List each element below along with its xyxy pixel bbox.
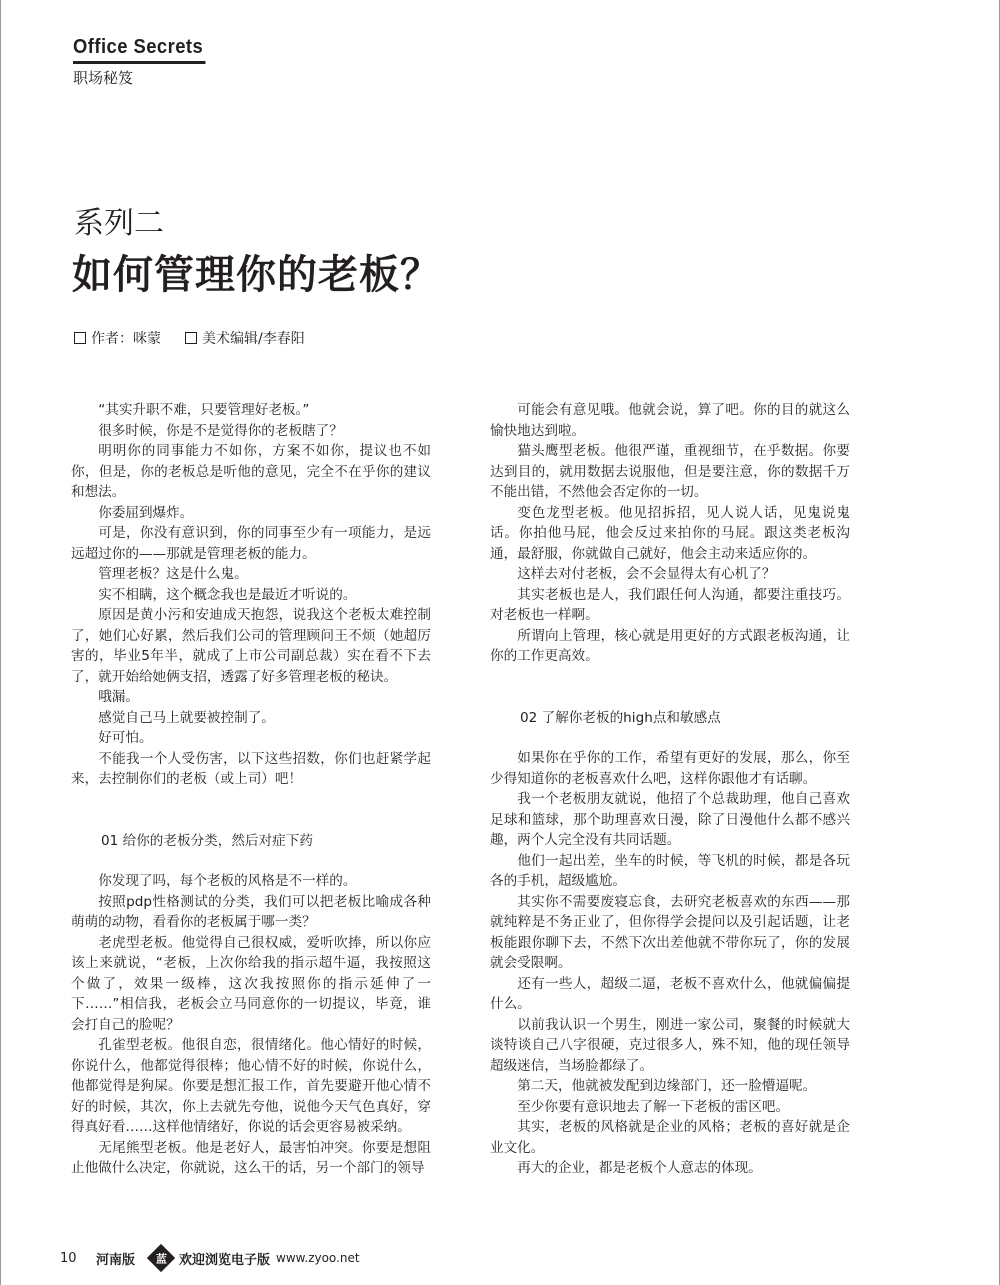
paragraph: 你发现了吗，每个老板的风格是不一样的。 (98, 873, 357, 889)
paragraph: 按照pdp性格测试的分类，我们可以把老板比喻成各种萌萌的动物，看看你的老板属于哪一类？ (71, 893, 431, 930)
paragraph: 不能我一个人受伤害，以下这些招数，你们也赶紧学起来，去控制你们的老板（或上司）吧！ (71, 750, 431, 787)
paragraph: 可能会有意见哦。他就会说，算了吧。你的目的就这么愉快地达到啦。 (490, 402, 850, 439)
paragraph: 再大的企业，都是老板个人意志的体现。 (517, 1160, 762, 1176)
paragraph: 第二天，他就被发配到边缘部门，还一脸懵逼呢。 (517, 1078, 817, 1094)
paragraph: 实不相瞒，这个概念我也是最近才听说的。 (98, 586, 357, 603)
paragraph: 我一个老板朋友就说，他招了个总裁助理，他自己喜欢足球和篮球，那个助理喜欢日漫，除了日漫他什么都不感兴趣，两个人完全没有共同话题。 (490, 791, 850, 848)
square-bullet-icon (74, 332, 86, 344)
website-url[interactable]: www.zyoo.net (276, 1251, 360, 1265)
paragraph: 孔雀型老板。他很自恋，很情绪化。他心情好的时候，你说什么，他都觉得很棒；他心情不好的时候，你说什么，他都觉得是狗屎。你要是想汇报工作，首先要避开他心情不好的时候，其次，你上去就先夸他，说他今天气色真好，穿得真好看……这样他情绪好，你说的话会更容易被采纳。 (71, 1037, 431, 1135)
editor-credit: 美术编辑/李春阳 (202, 331, 305, 347)
paragraph: 至少你要有意识地去了解一下老板的雷区吧。 (517, 1098, 790, 1115)
section-header (73, 36, 217, 88)
paragraph: 这样去对付老板，会不会显得太有心机了？ (517, 566, 776, 582)
series-label: 系列二 (74, 206, 164, 241)
paragraph: 很多时候，你是不是觉得你的老板瞎了？ (98, 422, 343, 439)
e-edition-promo: 欢迎浏览电子版 (179, 1252, 271, 1268)
paragraph: 感觉自己马上就要被控制了。 (98, 709, 275, 726)
section-spacer (490, 728, 850, 748)
paragraph: “其实升职不难，只要管理好老板。” (98, 402, 310, 418)
edition-label: 河南版 (96, 1252, 136, 1268)
section-title-en: Office Secrets (73, 36, 205, 64)
paragraph: 其实老板也是人，我们跟任何人沟通，都要注重技巧。对老板也一样啊。 (490, 586, 850, 623)
paragraph: 你委屈到爆炸。 (98, 504, 194, 521)
paragraph: 如果你在乎你的工作，希望有更好的发展，那么，你至少得知道你的老板喜欢什么吧，这样你跟他才有话聊。 (490, 750, 850, 787)
page-border-left (0, 0, 1, 1285)
section-title-cn: 职场秘笈 (73, 69, 134, 87)
section-spacer (71, 851, 431, 871)
paragraph: 其实，老板的风格就是企业的风格；老板的喜好就是企业文化。 (490, 1119, 850, 1156)
section-heading: 01 给你的老板分类，然后对症下药 (101, 832, 313, 849)
paragraph: 其实你不需要废寝忘食，去研究老板喜欢的东西——那就纯粹是不务正业了，但你得学会提问以及引起话题，让老板能跟你聊下去，不然下次出差他就不带你玩了，你的发展就会受限啊。 (490, 893, 850, 971)
paragraph: 原因是黄小污和安迪成天抱怨，说我这个老板太难控制了，她们心好累，然后我们公司的管理顾问王不烦（她超厉害的，毕业5年半，就成了上市公司副总裁）实在看不下去了，就开始给她俩支招，透露了好多管理老板的秘诀。 (71, 607, 431, 685)
paragraph: 哦漏。 (98, 689, 139, 705)
paragraph: 所谓向上管理，核心就是用更好的方式跟老板沟通，让你的工作更高效。 (490, 627, 850, 664)
article-column-left (71, 400, 431, 1179)
logo-char: 蓝 (155, 1252, 167, 1265)
square-bullet-icon (185, 332, 197, 344)
byline (74, 328, 305, 348)
page-footer (60, 1248, 360, 1268)
magazine-logo-icon (147, 1244, 175, 1272)
paragraph: 无尾熊型老板。他是老好人，最害怕冲突。你要是想阻止他做什么决定，你就说，这么干的话，另一个部门的领导 (71, 1139, 431, 1176)
author-credit: 作者：咪蒙 (91, 331, 161, 347)
paragraph: 老虎型老板。他觉得自己很权威，爱听吹捧，所以你应该上来就说，“老板，上次你给我的指示超牛逼，我按照这个做了，效果一级棒，这次我按照你的指示延伸了一下……”相信我，老板会立马同意你的一切提议，毕竟，谁会打自己的脸呢？ (71, 934, 431, 1033)
paragraph: 好可怕。 (98, 730, 153, 746)
page-number: 10 (60, 1250, 77, 1266)
paragraph: 还有一些人，超级二逼，老板不喜欢什么，他就偏偏提什么。 (490, 975, 850, 1012)
section-heading: 02 了解你老板的high点和敏感点 (520, 709, 721, 726)
paragraph: 以前我认识一个男生，刚进一家公司，聚餐的时候就大谈特谈自己八字很硬，克过很多人，殊不知，他的现任领导超级迷信，当场脸都绿了。 (490, 1016, 850, 1074)
article-title: 如何管理你的老板？ (72, 252, 441, 298)
paragraph: 他们一起出差，坐车的时候，等飞机的时候，都是各玩各的手机，超级尴尬。 (490, 852, 850, 889)
section-spacer (490, 667, 850, 708)
paragraph: 管理老板？这是什么鬼。 (98, 566, 248, 582)
article-column-right (490, 400, 850, 1179)
paragraph: 猫头鹰型老板。他很严谨，重视细节，在乎数据。你要达到目的，就用数据去说服他，但是要注意，你的数据千万不能出错，不然他会否定你的一切。 (490, 443, 850, 500)
paragraph: 变色龙型老板。他见招拆招，见人说人话，见鬼说鬼话。你拍他马屁，他会反过来拍你的马屁。跟这类老板沟通，最舒服，你就做自己就好，他会主动来适应你的。 (490, 504, 850, 562)
paragraph: 明明你的同事能力不如你，方案不如你，提议也不如你，但是，你的老板总是听他的意见，完全不在乎你的建议和想法。 (71, 443, 431, 500)
paragraph: 可是，你没有意识到，你的同事至少有一项能力，是远远超过你的——那就是管理老板的能力。 (71, 525, 431, 562)
section-spacer (71, 790, 431, 831)
